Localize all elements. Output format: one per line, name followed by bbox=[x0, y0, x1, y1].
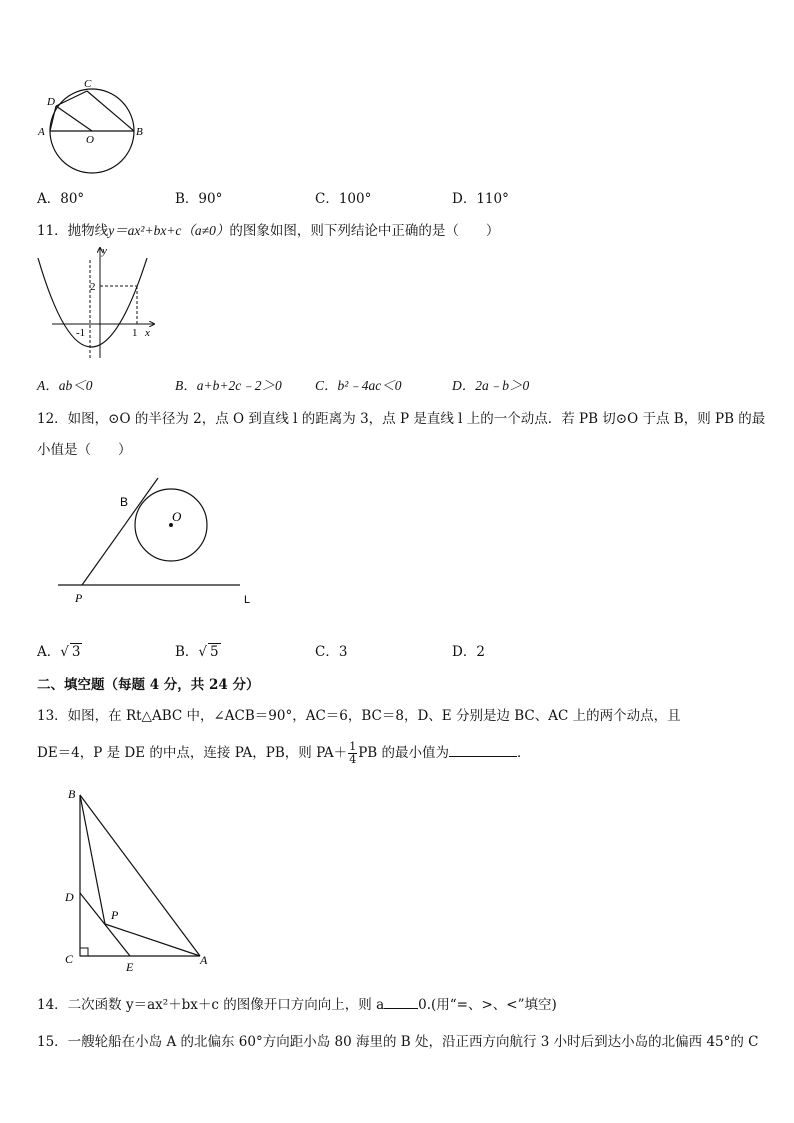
q11-option-c: C．b²﹣4ac＜0 bbox=[315, 378, 402, 393]
label-P: P bbox=[75, 591, 83, 605]
q11-option-a: A．ab＜0 bbox=[37, 378, 93, 393]
q11-option-d: D．2a﹣b＞0 bbox=[452, 378, 530, 393]
label-two: 2 bbox=[90, 281, 96, 293]
label-L: L bbox=[244, 594, 251, 606]
q13-triangle-figure bbox=[55, 783, 225, 978]
answer-blank-14[interactable] bbox=[384, 996, 418, 1009]
label-neg-one: -1 bbox=[76, 327, 86, 339]
q12-stem-line2: 小值是（ ） bbox=[37, 442, 132, 458]
label-one: 1 bbox=[132, 327, 138, 339]
label-D: D bbox=[47, 96, 55, 108]
q11-option-b: B．a+b+2c﹣2＞0 bbox=[175, 378, 282, 393]
label-E: E bbox=[126, 960, 134, 974]
label-B: B bbox=[68, 787, 76, 801]
q10-option-b: B．90° bbox=[175, 191, 223, 207]
label-x-axis: x bbox=[145, 327, 150, 339]
q10-option-d: D．110° bbox=[452, 191, 509, 207]
label-B: B bbox=[120, 495, 129, 509]
answer-blank-13[interactable] bbox=[449, 744, 517, 757]
q14-stem: 14．二次函数 y＝ax²＋bx＋c 的图像开口方向向上，则 a 0.(用“=、>、<”填空) bbox=[37, 997, 557, 1013]
q12-tangent-figure bbox=[50, 470, 270, 610]
label-C: C bbox=[84, 78, 92, 90]
label-P: P bbox=[111, 908, 119, 922]
label-O: O bbox=[86, 134, 94, 146]
q13-line2: DE＝4，P 是 DE 的中点，连接 PA，PB，则 PA＋ $\frac{1}{4}$ PB 的最小值为 ． bbox=[37, 740, 531, 766]
q12-option-a: A．√ 3 bbox=[37, 644, 81, 660]
q13-line1: 13．如图，在 Rt△ABC 中，∠ACB＝90°，AC＝6，BC＝8，D、E 分别是边 BC、AC 上的两个动点，且 bbox=[37, 708, 681, 724]
q10-circle-figure bbox=[30, 75, 160, 180]
q10-option-a: A．80° bbox=[37, 191, 85, 207]
label-A: A bbox=[200, 953, 208, 967]
q10-option-c: C．100° bbox=[315, 191, 372, 207]
q11-stem: 11．抛物线y＝ax²+bx+c（a≠0）的图象如图，则下列结论中正确的是（ ） bbox=[37, 223, 500, 239]
q11-parabola-figure bbox=[30, 240, 170, 365]
q12-option-c: C．3 bbox=[315, 644, 348, 660]
q12-stem-line1: 12．如图，⊙O 的半径为 2，点 O 到直线 l 的距离为 3，点 P 是直线 l 上的一个动点．若 PB 切⊙O 于点 B，则 PB 的最 bbox=[37, 411, 766, 427]
fraction: $\frac{1}{4}$ bbox=[349, 740, 357, 766]
label-y-axis: y bbox=[102, 245, 107, 257]
label-D: D bbox=[65, 890, 74, 904]
label-C: C bbox=[65, 952, 74, 966]
label-B: B bbox=[136, 126, 143, 138]
label-O: O bbox=[172, 509, 182, 524]
q15-stem: 15．一艘轮船在小岛 A 的北偏东 60°方向距小岛 80 海里的 B 处，沿正西方向航行 3 小时后到达小岛的北偏西 45°的 C bbox=[37, 1034, 759, 1050]
q12-option-d: D．2 bbox=[452, 644, 485, 660]
label-A: A bbox=[38, 126, 45, 138]
section-title: 二、填空题（每题 4 分，共 24 分） bbox=[37, 677, 260, 693]
q12-option-b: B．√ 5 bbox=[175, 644, 219, 660]
